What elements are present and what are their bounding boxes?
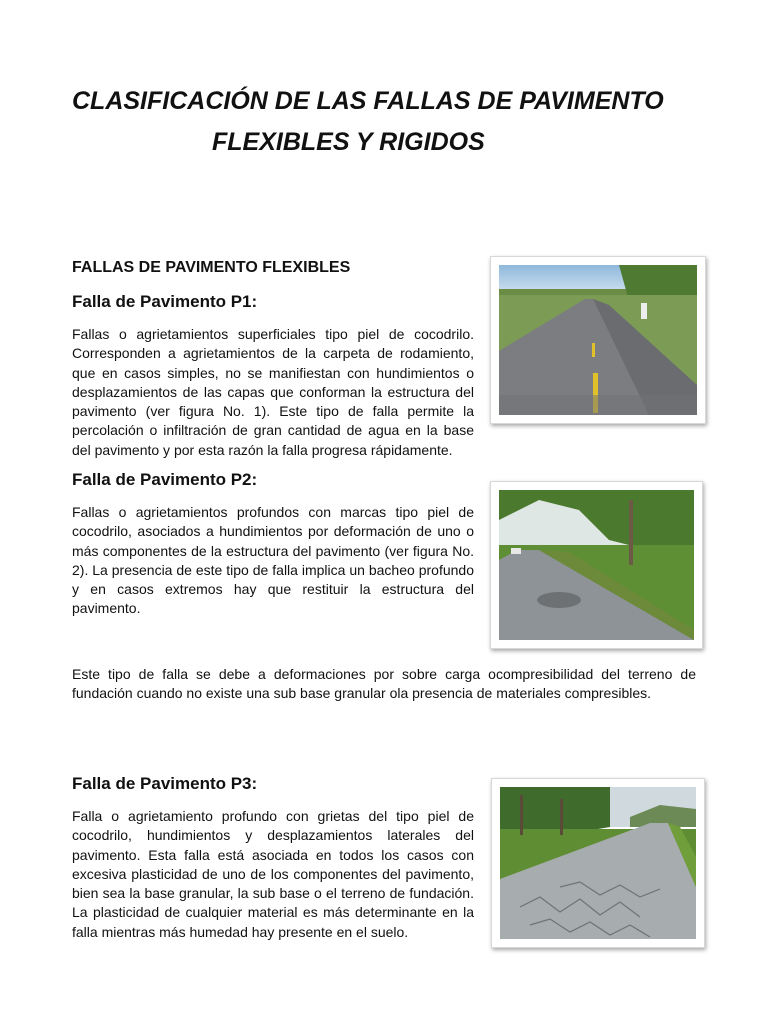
road-photo-2-image bbox=[499, 490, 694, 640]
falla-p2-paragraph: Fallas o agrietamientos profundos con marcas tipo piel de cocodrilo, asociados a hundimientos por deformación de uno o más componentes de la estructura del pavimento (ver figura No. 2). La presencia de este tipo de falla implica un bacheo profundo y en casos extremos hay que restituir la estructura del pavimento. bbox=[72, 504, 474, 617]
document-title-line-2: FLEXIBLES Y RIGIDOS bbox=[212, 128, 485, 156]
falla-p3-heading: Falla de Pavimento P3: bbox=[72, 774, 258, 793]
figure-3-road-photo bbox=[491, 778, 705, 948]
road-photo-1-image bbox=[499, 265, 697, 415]
section-heading: FALLAS DE PAVIMENTO FLEXIBLES bbox=[72, 259, 351, 276]
road-photo-3-image bbox=[500, 787, 696, 939]
falla-p2-heading: Falla de Pavimento P2: bbox=[72, 470, 258, 489]
figure-1-road-photo bbox=[490, 256, 706, 424]
falla-p1-paragraph: Fallas o agrietamientos superficiales tipo piel de cocodrilo. Corresponden a agrietamientos de la carpeta de rodamiento, que en casos simples, no se manifiestan con hundimientos o desplazamientos de las capas que conforman la estructura del pavimento (ver figura No. 1). Este tipo de falla permite la percolación o infiltración de gran cantidad de agua en la base del pavimento y por esta razón la falla progresa rápidamente. bbox=[72, 326, 474, 458]
figure-2-road-photo bbox=[490, 481, 703, 649]
falla-p2-extra-paragraph: Este tipo de falla se debe a deformaciones por sobre carga ocompresibilidad del terreno de fundación cuando no existe una sub base granular ola presencia de materiales compresibles. bbox=[72, 666, 696, 702]
falla-p3-paragraph: Falla o agrietamiento profundo con grietas del tipo piel de cocodrilo, hundimientos y desplazamientos laterales del pavimento. Esta falla está asociada en todos los casos con excesiva plasticidad de uno de los componentes del pavimento, bien sea la base granular, la sub base o el terreno de fundación. La plasticidad de cualquier material es más determinante en la falla mientras más humedad hay presente en el suelo. bbox=[72, 808, 474, 940]
document-title-line-1: CLASIFICACIÓN DE LAS FALLAS DE PAVIMENTO bbox=[72, 87, 664, 115]
falla-p1-heading: Falla de Pavimento P1: bbox=[72, 292, 258, 311]
